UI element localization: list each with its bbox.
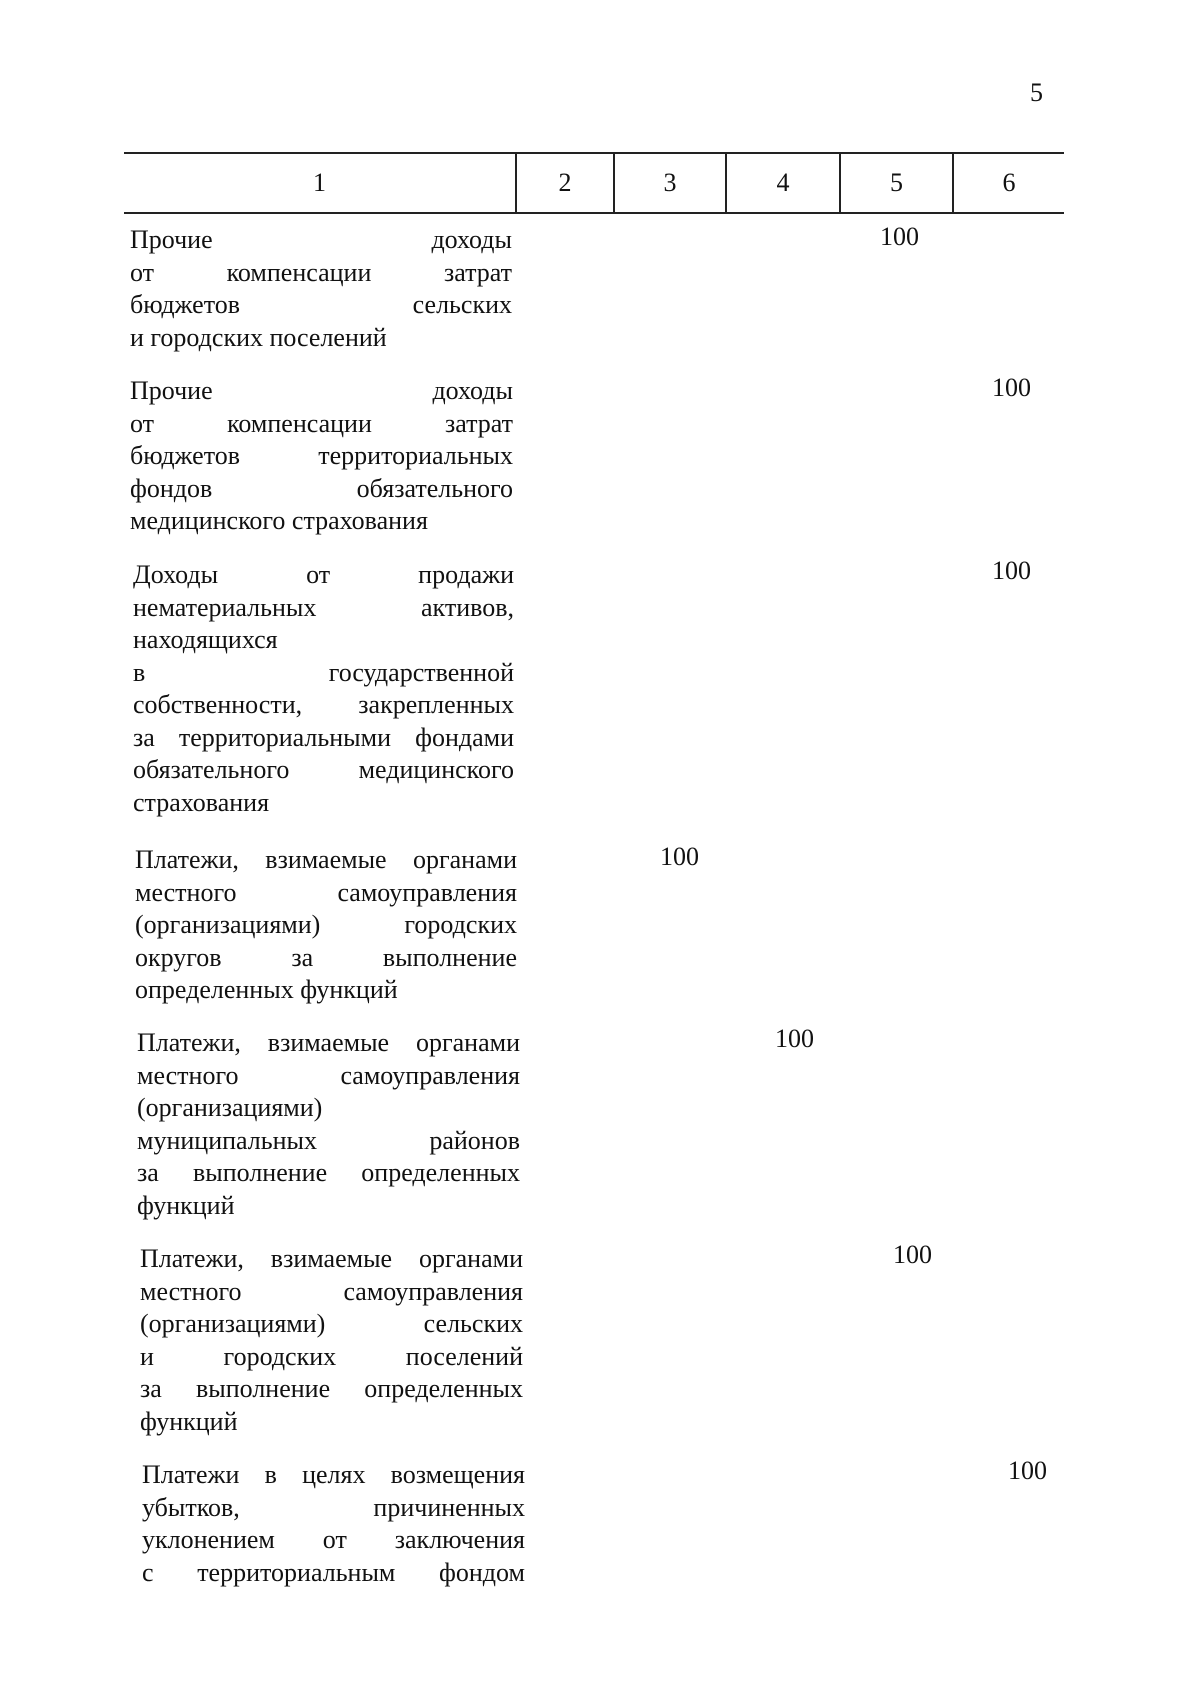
row-text-line: за выполнение определенных [140, 1374, 523, 1403]
row-text-line: функций [140, 1406, 238, 1436]
row-text-line: нематериальных активов, [133, 592, 514, 622]
row-text-line: (организациями) сельских [140, 1309, 523, 1338]
row-text-line: Платежи, взимаемые органами [140, 1244, 523, 1273]
table-row-description [135, 844, 517, 1007]
row-text-line: и городских поселений [140, 1341, 523, 1371]
row-text-line: местного самоуправления [137, 1060, 520, 1090]
table-cell-value: 100 [992, 373, 1031, 402]
page-number: 5 [1030, 78, 1043, 107]
row-text-line: определенных функций [135, 975, 398, 1004]
row-text-line: с территориальным фондом [142, 1557, 525, 1587]
row-text-line: страхования [133, 787, 270, 817]
row-text-line: Платежи, взимаемые органами [135, 845, 517, 874]
row-text-line: и городских поселений [130, 322, 387, 352]
row-text-line: функций [137, 1190, 235, 1220]
row-text-line: за территориальными фондами [133, 722, 514, 752]
header-col-6: 6 [1002, 168, 1016, 197]
row-text-line: в государственной [133, 657, 514, 687]
row-text-line: обязательного медицинского [133, 755, 514, 784]
row-text-line: Платежи, взимаемые органами [137, 1028, 520, 1057]
row-text-line: местного самоуправления [135, 877, 517, 907]
table-cell-value: 100 [1008, 1456, 1047, 1485]
row-text-line: собственности, закрепленных [133, 690, 514, 719]
table-header [124, 152, 1064, 214]
row-text-line: Платежи в целях возмещения [142, 1460, 525, 1489]
table-row-description [130, 375, 513, 538]
row-text-line: Доходы от продажи [133, 560, 514, 589]
header-col-5: 5 [841, 154, 954, 212]
header-col-2: 2 [517, 154, 615, 212]
row-text-line: (организациями) [137, 1093, 323, 1122]
row-text-line: бюджетов территориальных [130, 441, 513, 470]
row-text-line: за выполнение определенных [137, 1158, 520, 1187]
table-row-description [130, 224, 512, 354]
row-text-line: местного самоуправления [140, 1276, 523, 1306]
header-col-4: 4 [727, 154, 841, 212]
table-cell-value: 100 [880, 222, 919, 251]
row-text-line: округов за выполнение [135, 942, 517, 972]
row-text-line: от компенсации затрат [130, 408, 513, 438]
row-text-line: уклонением от заключения [142, 1525, 525, 1554]
row-text-line: Прочие доходы [130, 225, 512, 254]
row-text-line: медицинского страхования [130, 506, 428, 535]
row-text-line: убытков, причиненных [142, 1492, 525, 1522]
table-cell-value: 100 [660, 842, 699, 871]
row-text-line: Прочие доходы [130, 376, 513, 405]
table-row-description [137, 1027, 520, 1222]
row-text-line: бюджетов сельских [130, 290, 512, 319]
row-text-line: находящихся [133, 625, 278, 654]
table-cell-value: 100 [992, 556, 1031, 585]
row-text-line: от компенсации затрат [130, 257, 512, 287]
header-col-1: 1 [124, 154, 517, 212]
row-text-line: фондов обязательного [130, 473, 513, 503]
table-row-description [140, 1243, 523, 1438]
table-row-description [133, 559, 514, 819]
row-text-line: муниципальных районов [137, 1125, 520, 1155]
header-col-3: 3 [615, 154, 727, 212]
table-row-description [142, 1459, 525, 1589]
table-cell-value: 100 [893, 1240, 932, 1269]
row-text-line: (организациями) городских [135, 910, 517, 939]
table-cell-value: 100 [775, 1024, 814, 1053]
